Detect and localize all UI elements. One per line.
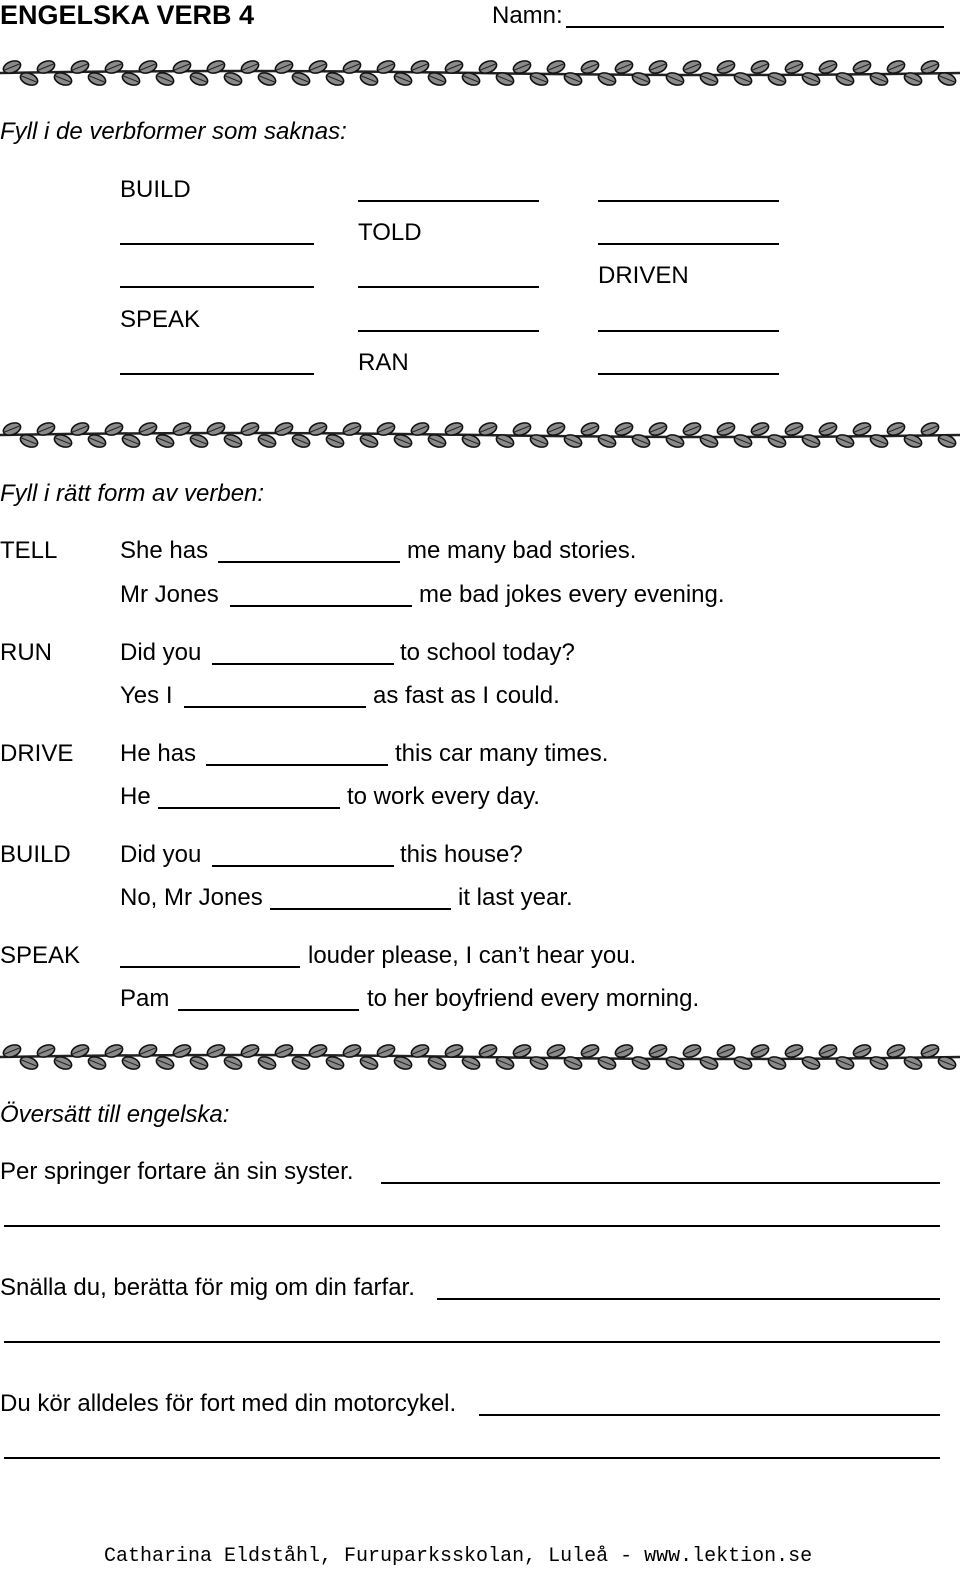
sentence-start: He bbox=[120, 783, 151, 810]
translation-sentence: Per springer fortare än sin syster. bbox=[0, 1158, 354, 1185]
sentence-start: Pam bbox=[120, 985, 170, 1012]
footer-credit: Catharina Eldståhl, Furuparksskolan, Luleå - www.lektion.se bbox=[104, 1545, 813, 1568]
translation-answer-line[interactable] bbox=[479, 1414, 940, 1416]
translation-answer-line[interactable] bbox=[4, 1225, 940, 1227]
verb-form-cell: RAN bbox=[358, 349, 409, 376]
answer-line[interactable] bbox=[358, 200, 539, 202]
translation-answer-line[interactable] bbox=[4, 1341, 940, 1343]
sentence-start: He has bbox=[120, 740, 197, 767]
sentence-end: this car many times. bbox=[395, 740, 609, 767]
sentence-start: Yes I bbox=[120, 682, 173, 709]
sentence-end: me many bad stories. bbox=[407, 537, 637, 564]
verb-label: DRIVE bbox=[0, 740, 74, 767]
sentence-end: as fast as I could. bbox=[373, 682, 560, 709]
answer-line[interactable] bbox=[212, 663, 394, 665]
translation-answer-line[interactable] bbox=[437, 1298, 940, 1300]
answer-line[interactable] bbox=[120, 286, 314, 288]
answer-line[interactable] bbox=[218, 561, 400, 563]
sentence-end: to work every day. bbox=[347, 783, 540, 810]
answer-line[interactable] bbox=[598, 330, 779, 332]
section2-instruction: Fyll i rätt form av verben: bbox=[0, 480, 265, 507]
sentence-end: it last year. bbox=[458, 884, 573, 911]
verb-label: TELL bbox=[0, 537, 58, 564]
sentence-end: me bad jokes every evening. bbox=[419, 581, 725, 608]
answer-line[interactable] bbox=[598, 200, 779, 202]
answer-line[interactable] bbox=[206, 764, 388, 766]
section1-instruction: Fyll i de verbformer som saknas: bbox=[0, 118, 347, 145]
leaf-border-divider bbox=[0, 1040, 960, 1074]
answer-line[interactable] bbox=[270, 908, 451, 910]
translation-answer-line[interactable] bbox=[381, 1182, 940, 1184]
translation-sentence: Snälla du, berätta för mig om din farfar. bbox=[0, 1274, 415, 1301]
answer-line[interactable] bbox=[184, 706, 366, 708]
sentence-start: She has bbox=[120, 537, 209, 564]
verb-label: SPEAK bbox=[0, 942, 81, 969]
answer-line[interactable] bbox=[120, 243, 314, 245]
verb-label: RUN bbox=[0, 639, 52, 666]
translation-sentence: Du kör alldeles för fort med din motorcykel. bbox=[0, 1390, 457, 1417]
sentence-start: Mr Jones bbox=[120, 581, 219, 608]
sentence-start: No, Mr Jones bbox=[120, 884, 263, 911]
verb-form-cell: TOLD bbox=[358, 219, 422, 246]
verb-form-cell: BUILD bbox=[120, 176, 191, 203]
answer-line[interactable] bbox=[598, 373, 779, 375]
name-answer-line[interactable] bbox=[566, 26, 944, 28]
sentence-start: Did you bbox=[120, 841, 202, 868]
answer-line[interactable] bbox=[178, 1009, 359, 1011]
answer-line[interactable] bbox=[358, 286, 539, 288]
worksheet-title: ENGELSKA VERB 4 bbox=[0, 0, 255, 30]
sentence-end: to school today? bbox=[400, 639, 575, 666]
answer-line[interactable] bbox=[598, 243, 779, 245]
section3-instruction: Översätt till engelska: bbox=[0, 1101, 230, 1128]
translation-answer-line[interactable] bbox=[4, 1457, 940, 1459]
verb-label: BUILD bbox=[0, 841, 71, 868]
answer-line[interactable] bbox=[120, 373, 314, 375]
sentence-end: this house? bbox=[400, 841, 523, 868]
sentence-start: Did you bbox=[120, 639, 202, 666]
sentence-end: louder please, I can’t hear you. bbox=[308, 942, 637, 969]
leaf-border-divider bbox=[0, 56, 960, 90]
answer-line[interactable] bbox=[230, 605, 412, 607]
verb-form-cell: DRIVEN bbox=[598, 262, 689, 289]
answer-line[interactable] bbox=[358, 330, 539, 332]
name-label: Namn: bbox=[492, 2, 563, 29]
verb-form-cell: SPEAK bbox=[120, 306, 201, 333]
answer-line[interactable] bbox=[212, 865, 394, 867]
sentence-end: to her boyfriend every morning. bbox=[367, 985, 700, 1012]
answer-line[interactable] bbox=[158, 807, 340, 809]
answer-line[interactable] bbox=[120, 966, 300, 968]
leaf-border-divider bbox=[0, 418, 960, 452]
